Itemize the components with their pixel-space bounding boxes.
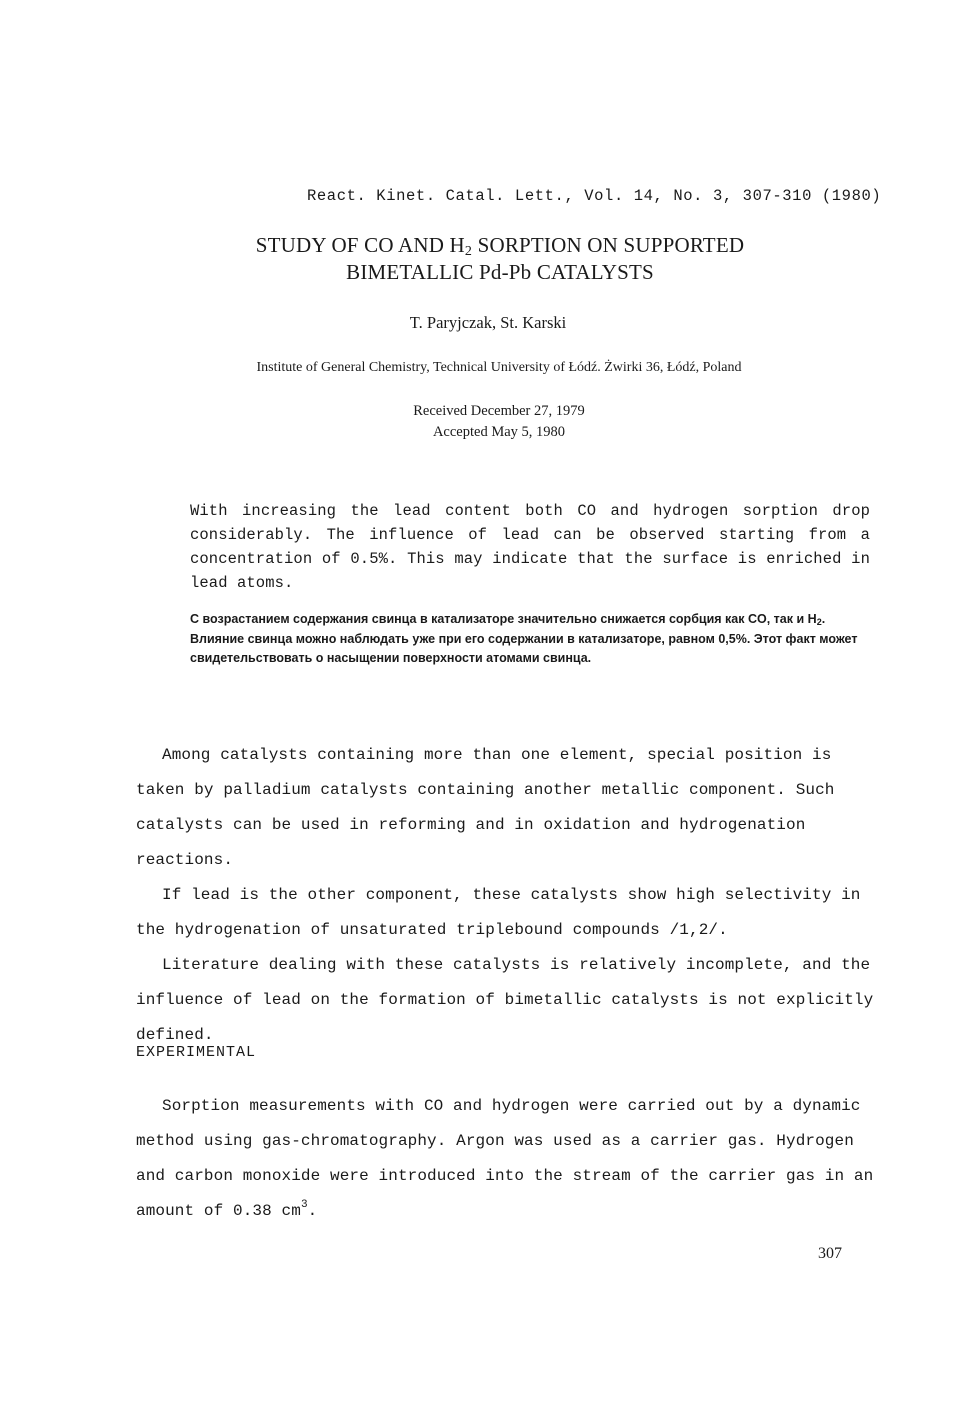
affiliation: Institute of General Chemistry, Technical University of Łódź. Żwirki 36, Łódź, Poland — [256, 360, 742, 375]
received-date: Received December 27, 1979 — [413, 403, 585, 419]
intro-paragraph-1: Among catalysts containing more than one element, special position is taken by palladium catalysts containing another metallic component. Such catalysts can be used in reforming and in oxidation and hydrogenation reactions. — [136, 746, 835, 869]
abstract-russian-part-1: С возрастанием содержания свинца в катализаторе значительно снижается сорбция как CO, так и H — [190, 612, 817, 626]
title-line-1-end: SORPTION ON SUPPORTED — [472, 233, 745, 257]
experimental-end: . — [307, 1202, 318, 1220]
experimental-paragraph — [136, 1089, 876, 1229]
submission-dates — [0, 401, 976, 443]
title-line-1 — [120, 232, 880, 259]
section-heading-experimental: EXPERIMENTAL — [136, 1044, 257, 1061]
experimental-text: Sorption measurements with CO and hydrogen were carried out by a dynamic method using gas-chromatography. Argon was used as a carrier gas. Hydrogen and carbon monoxide were introduced into the stream of the carrier gas in an amount of 0.38 cm — [136, 1097, 874, 1220]
abstract-russian — [190, 610, 860, 669]
experimental-section — [136, 1089, 876, 1229]
abstract-russian-subscript: 2 — [816, 617, 822, 627]
introduction — [136, 738, 876, 1053]
title-line-1-start: STUDY OF CO AND H — [255, 233, 465, 257]
paper-title — [120, 232, 880, 286]
title-line-2: BIMETALLIC Pd-Pb CATALYSTS — [346, 260, 654, 284]
accepted-date: Accepted May 5, 1980 — [432, 424, 566, 440]
authors: T. Paryjczak, St. Karski — [409, 313, 567, 332]
abstract-russian-part-2: . Влияние свинца можно наблюдать уже при его содержании в катализаторе, равном 0,5%. Этот факт может свидетельствовать о насыщении поверхности атомами свинца. — [190, 612, 858, 665]
intro-paragraph-2: If lead is the other component, these catalysts show high selectivity in the hydrogenation of unsaturated triplebound compounds /1,2/. — [136, 886, 861, 939]
title-subscript: 2 — [464, 244, 473, 259]
abstract-english: With increasing the lead content both CO and hydrogen sorption drop considerably. The influence of lead can be observed starting from a concentration of 0.5%. This may indicate that the surface is enriched in lead atoms. — [190, 502, 870, 592]
intro-paragraph-3: Literature dealing with these catalysts is relatively incomplete, and the influence of lead on the formation of bimetallic catalysts is not explicitly defined. — [136, 956, 874, 1044]
journal-citation: React. Kinet. Catal. Lett., Vol. 14, No. 3, 307-310 (1980) — [307, 187, 882, 205]
experimental-superscript: 3 — [300, 1199, 308, 1211]
page-number: 307 — [818, 1245, 842, 1262]
